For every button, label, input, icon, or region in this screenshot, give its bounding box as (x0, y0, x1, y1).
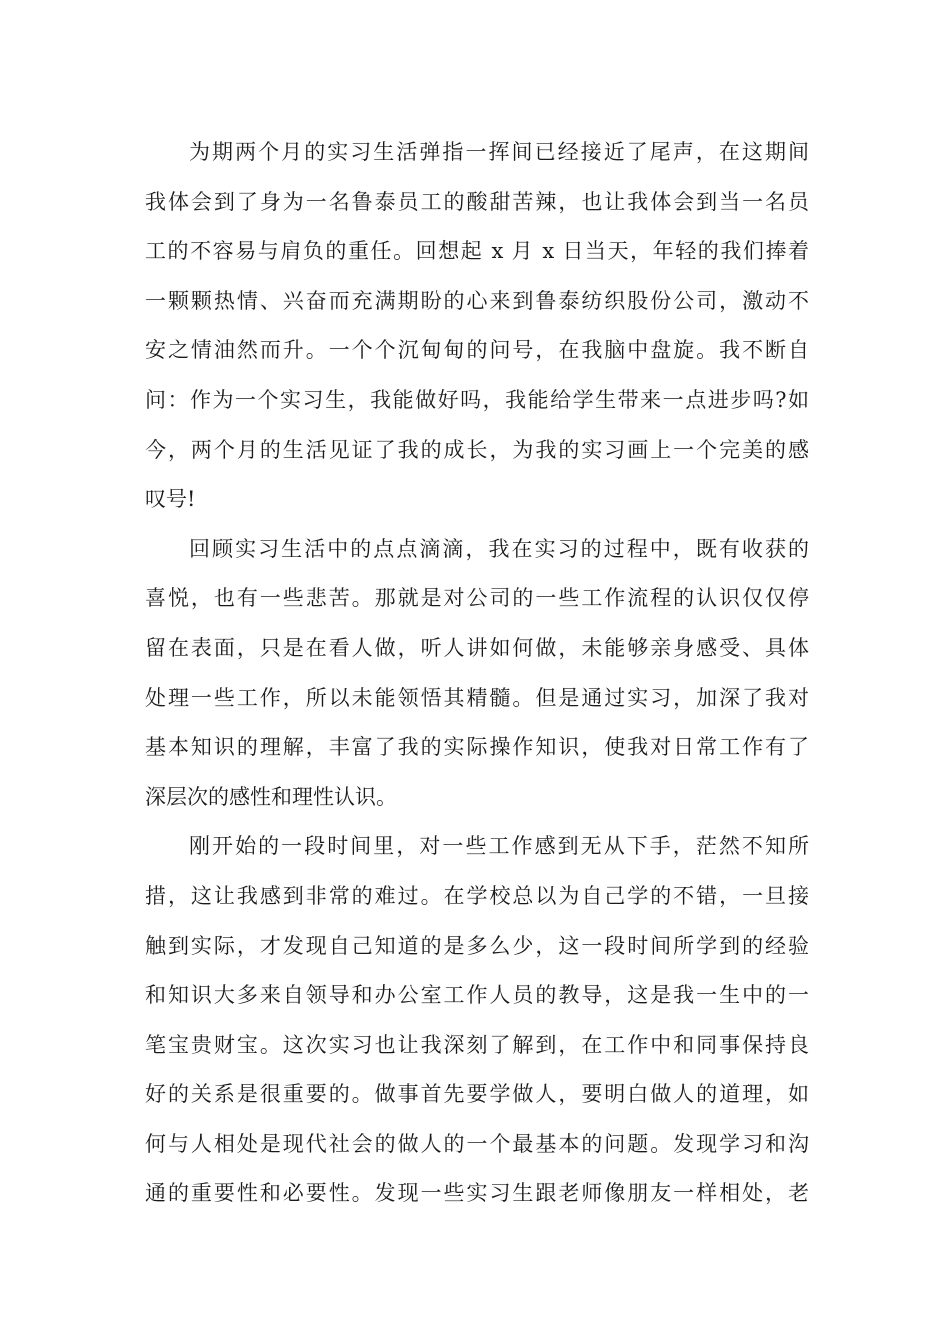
text-line: 我体会到了身为一名鲁泰员工的酸甜苦辣，也让我体会到当一名员 (145, 189, 809, 214)
text-line: 喜悦，也有一些悲苦。那就是对公司的一些工作流程的认识仅仅停 (145, 586, 809, 611)
paragraph-3 (145, 826, 809, 1223)
paragraph-1 (145, 132, 809, 529)
text-line: 笔宝贵财宝。这次实习也让我深刻了解到，在工作中和同事保持良 (145, 1032, 809, 1057)
text-line: 问：作为一个实习生，我能做好吗，我能给学生带来一点进步吗?如 (145, 387, 809, 412)
text-line: 刚开始的一段时间里，对一些工作感到无从下手，茫然不知所 (189, 834, 809, 859)
text-line: 好的关系是很重要的。做事首先要学做人，要明白做人的道理，如 (145, 1082, 809, 1107)
text-line: 通的重要性和必要性。发现一些实习生跟老师像朋友一样相处，老 (145, 1181, 809, 1206)
text-line: 一颗颗热情、兴奋而充满期盼的心来到鲁泰纺织股份公司，激动不 (145, 288, 809, 313)
text-line: 基本知识的理解，丰富了我的实际操作知识，使我对日常工作有了 (145, 735, 809, 760)
text-line: 处理一些工作，所以未能领悟其精髓。但是通过实习，加深了我对 (145, 685, 809, 710)
text-line: 留在表面，只是在看人做，听人讲如何做，未能够亲身感受、具体 (145, 635, 809, 660)
text-line: 安之情油然而升。一个个沉甸甸的问号，在我脑中盘旋。我不断自 (145, 338, 809, 363)
document-body (145, 132, 809, 1223)
text-line: 叹号! (145, 487, 196, 512)
text-line: 今，两个月的生活见证了我的成长，为我的实习画上一个完美的感 (145, 437, 809, 462)
text-line: 为期两个月的实习生活弹指一挥间已经接近了尾声，在这期间 (189, 140, 809, 164)
text-line: 深层次的感性和理性认识。 (145, 784, 397, 809)
text-line: 措，这让我感到非常的难过。在学校总以为自己学的不错，一旦接 (145, 883, 809, 908)
text-line: 触到实际，才发现自己知道的是多么少，这一段时间所学到的经验 (145, 933, 809, 958)
text-line: 和知识大多来自领导和办公室工作人员的教导，这是我一生中的一 (145, 983, 809, 1008)
text-line: 何与人相处是现代社会的做人的一个最基本的问题。发现学习和沟 (145, 1131, 809, 1156)
paragraph-2 (145, 529, 809, 827)
text-line: 回顾实习生活中的点点滴滴，我在实习的过程中，既有收获的 (189, 536, 809, 561)
text-line: 工的不容易与肩负的重任。回想起 x 月 x 日当天，年轻的我们捧着 (145, 239, 809, 264)
